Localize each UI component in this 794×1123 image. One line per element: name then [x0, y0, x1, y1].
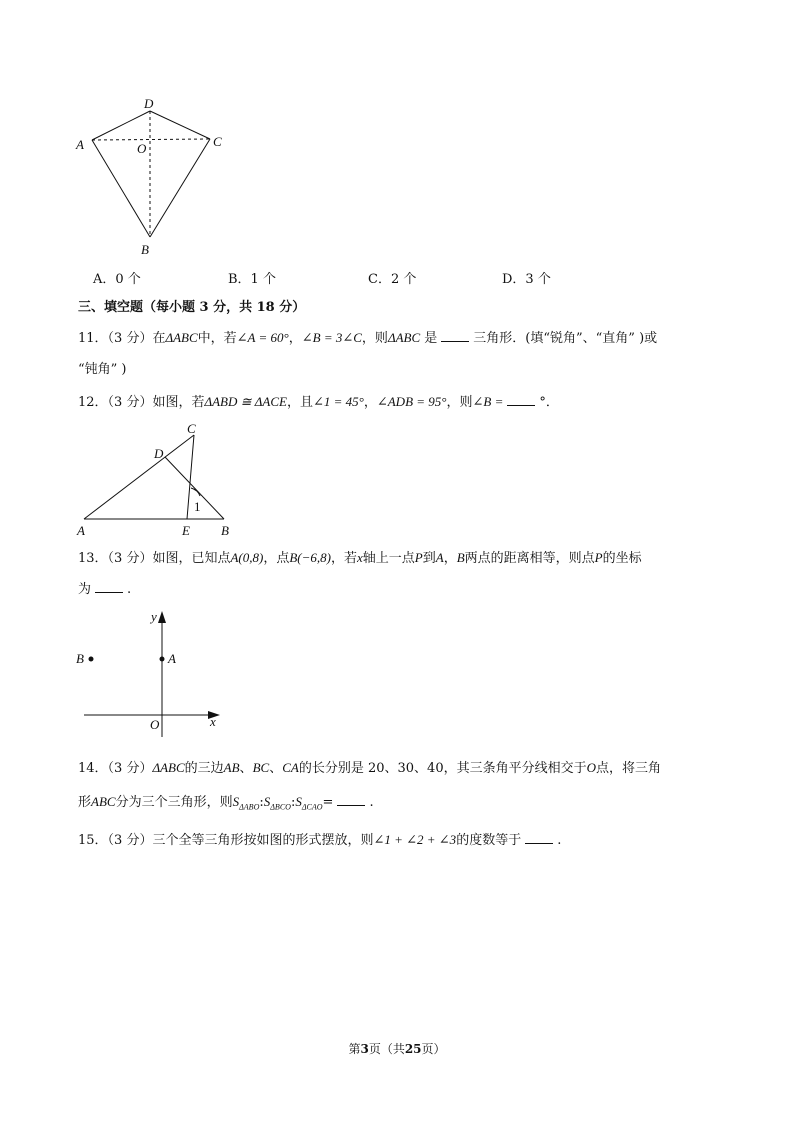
label-c: C: [213, 134, 222, 149]
label-d: D: [144, 96, 154, 111]
question-12: 12．（3 分）如图，若ΔABD ≅ ΔACE，且∠1 = 45°，∠ADB = 95°，则∠B = °．: [78, 394, 559, 410]
section-heading: 三、填空题（每小题 3 分，共 18 分）: [78, 300, 306, 315]
y-arrow: [158, 611, 166, 623]
question-15: 15．（3 分）三个全等三角形按如图的形式摆放，则∠1 + ∠2 + ∠3的度数等于 .: [78, 832, 562, 848]
answer-blank: [337, 793, 365, 806]
question-13-line1: 13．（3 分）如图，已知点A(0,8)，点B(−6,8)，若x轴上一点P到A，B两点的距离相等，则点P的坐标: [78, 550, 642, 566]
question-11-line1: 11．（3 分）在ΔABC中，若∠A = 60°，∠B = 3∠C，则ΔABC 是 三角形．(填“锐角”、“直角” )或: [78, 330, 658, 346]
option-c: C．2 个: [368, 272, 417, 287]
option-b: B．1 个: [228, 272, 276, 287]
answer-blank: [441, 329, 469, 342]
label-b: B: [221, 523, 229, 538]
label-b: B: [141, 242, 149, 257]
kite-edge-dc: [150, 111, 210, 139]
option-d: D．3 个: [502, 272, 551, 287]
kite-edge-ad: [92, 111, 150, 140]
label-b: B: [76, 651, 84, 666]
question-14-line1: 14．（3 分）ΔABC的三边AB、BC、CA的长分别是 20、30、40，其三条角平分线相交于O点，将三角: [78, 760, 661, 776]
kite-figure: [70, 95, 240, 260]
label-a: A: [76, 137, 84, 152]
answer-blank: [95, 580, 123, 593]
point-a: [160, 657, 165, 662]
option-a: A．0 个: [93, 272, 141, 287]
label-o: O: [137, 141, 147, 156]
label-a: A: [77, 523, 85, 538]
answer-blank: [525, 831, 553, 844]
triangle-figure: [70, 418, 240, 540]
edge-ce: [187, 435, 194, 519]
label-d: D: [154, 446, 164, 461]
question-14-line2: 形ABC分为三个三角形，则$S_{\Delta ABO}:S_{\Delta BCO}:S_{\Delta CAO}=$ .: [78, 794, 374, 812]
question-13-line2: 为 .: [78, 582, 132, 597]
question-11-line2: “钝角” ): [78, 362, 127, 377]
point-b: [89, 657, 94, 662]
label-x: x: [210, 714, 216, 729]
label-c: C: [187, 421, 196, 436]
label-e: E: [182, 523, 190, 538]
answer-blank: [507, 393, 535, 406]
edge-ac: [84, 435, 194, 519]
label-a: A: [168, 651, 176, 666]
label-angle-1: 1: [194, 499, 201, 514]
coordinate-figure: [70, 605, 230, 740]
kite-diagonal-ac: [92, 139, 210, 140]
page-footer: 第3页（共25页）: [348, 1042, 446, 1056]
label-o: O: [150, 717, 160, 732]
label-y: y: [151, 609, 157, 624]
kite-edge-cb: [150, 139, 210, 237]
